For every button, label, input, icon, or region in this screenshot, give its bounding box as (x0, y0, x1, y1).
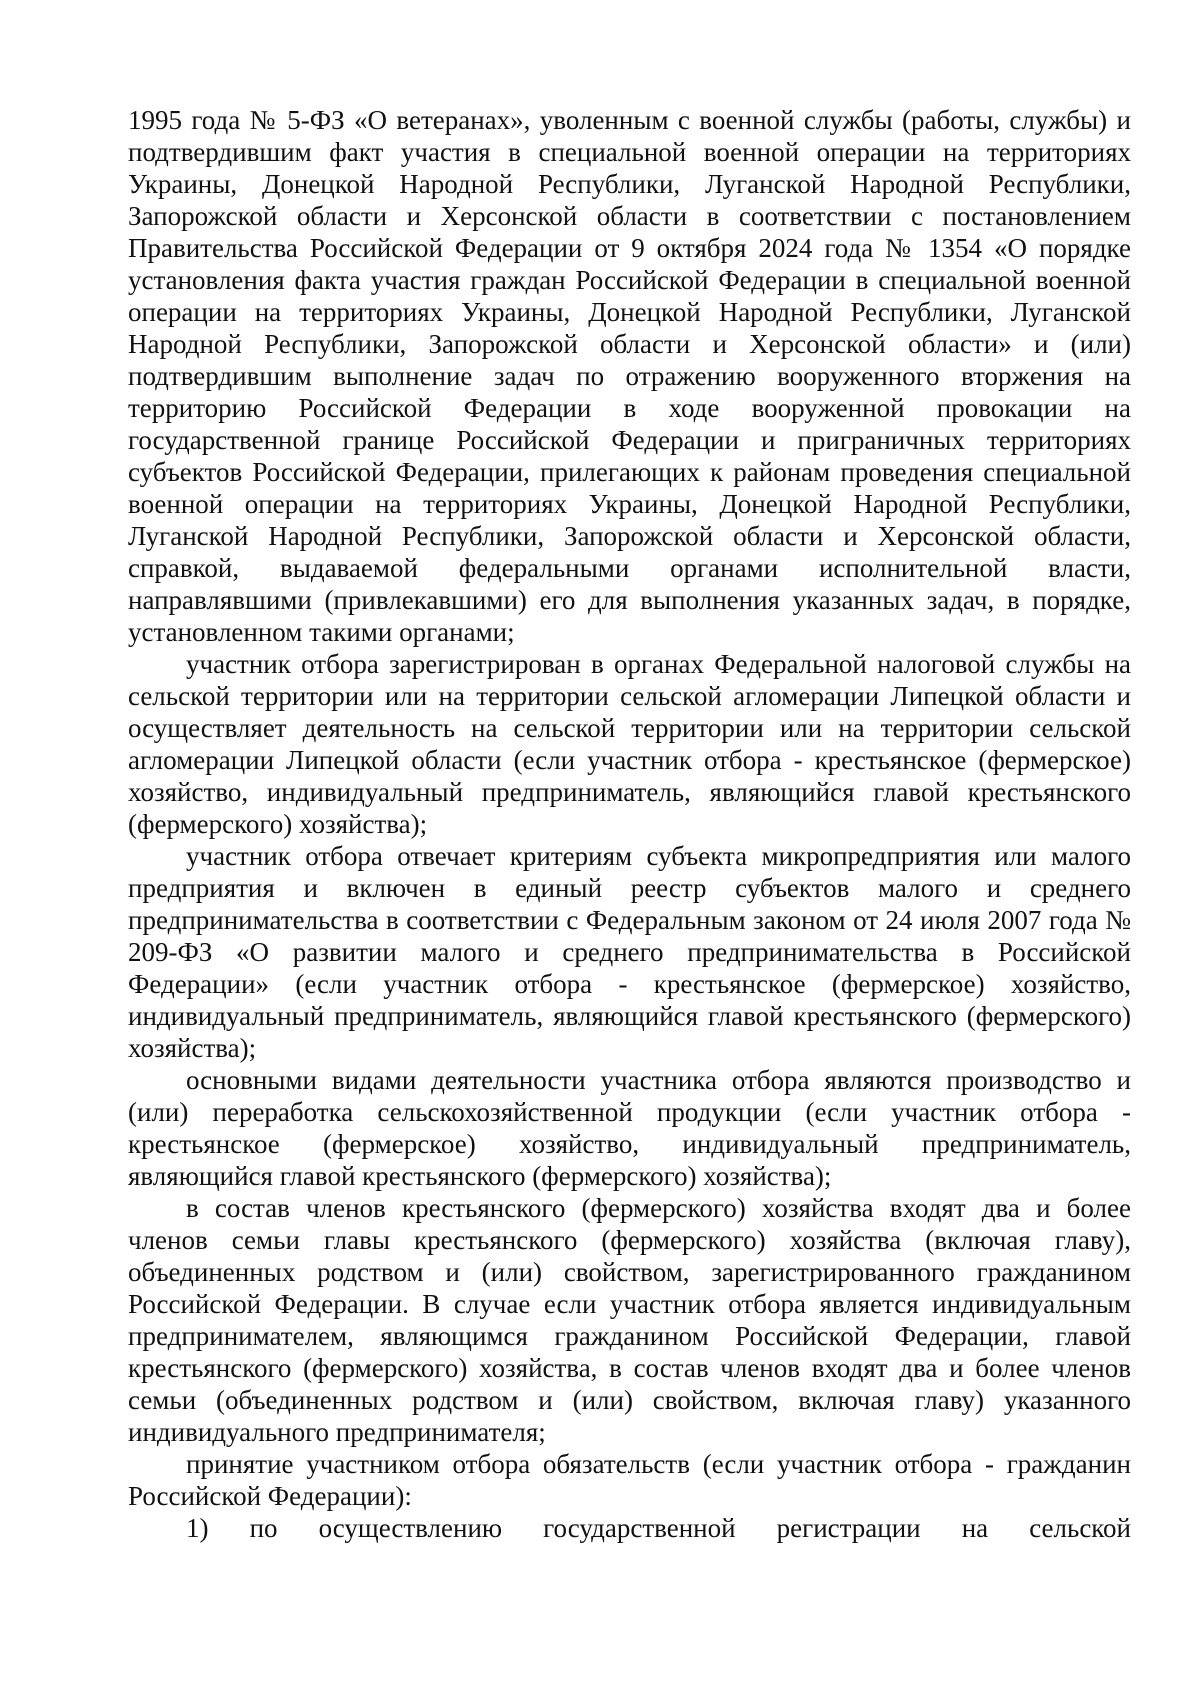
paragraph-main-activities: основными видами деятельности участника отбора являются производство и (или) переработка сельскохозяйственной продукции (если участник отбора - крестьянское (фермерское) хозяйство, индивидуальный предприниматель, являющийся главой крестьянского (фермерского) хозяйства); (128, 1065, 1131, 1191)
paragraph-micro-enterprise-criteria: участник отбора отвечает критериям субъекта микропредприятия или малого предприятия и включен в единый реестр субъектов малого и среднего предпринимательства в соответствии с Федеральным законом от 24 июля 2007 года № 209-ФЗ «О развитии малого и среднего предпринимательства в Российской Федерации» (если участник отбора - крестьянское (фермерское) хозяйство, индивидуальный предприниматель, являющийся главой крестьянского (фермерского) хозяйства); (128, 841, 1131, 1063)
paragraph-farm-members: в состав членов крестьянского (фермерского) хозяйства входят два и более членов семьи главы крестьянского (фермерского) хозяйства (включая главу), объединенных родством и (или) свойством, зарегистрированного гражданином Российской Федерации. В случае если участник отбора является индивидуальным предпринимателем, являющимся гражданином Российской Федерации, главой крестьянского (фермерского) хозяйства, в состав членов входят два и более членов семьи (объединенных родством и (или) свойством, включая главу) указанного индивидуального предпринимателя; (128, 1193, 1131, 1447)
document-page (128, 104, 1131, 1544)
paragraph-obligation-item-1: 1) по осуществлению государственной регистрации на сельской (186, 1513, 1131, 1543)
paragraph-veterans-continuation: 1995 года № 5-ФЗ «О ветеранах», уволенным с военной службы (работы, службы) и подтвердившим факт участия в специальной военной операции на территориях Украины, Донецкой Народной Республики, Луганской Народной Республики, Запорожской области и Херсонской области в соответствии с постановлением Правительства Российской Федерации от 9 октября 2024 года № 1354 «О порядке установления факта участия граждан Российской Федерации в специальной военной операции на территориях Украины, Донецкой Народной Республики, Луганской Народной Республики, Запорожской области и Херсонской области» и (или) подтвердившим выполнение задач по отражению вооруженного вторжения на территорию Российской Федерации в ходе вооруженной провокации на государственной границе Российской Федерации и приграничных территориях субъектов Российской Федерации, прилегающих к районам проведения специальной военной операции на территориях Украины, Донецкой Народной Республики, Луганской Народной Республики, Запорожской области и Херсонской области, справкой, выдаваемой федеральными органами исполнительной власти, направлявшими (привлекавшими) его для выполнения указанных задач, в порядке, установленном такими органами; (128, 105, 1131, 647)
paragraph-tax-registration: участник отбора зарегистрирован в органах Федеральной налоговой службы на сельской территории или на территории сельской агломерации Липецкой области и осуществляет деятельность на сельской территории или на территории сельской агломерации Липецкой области (если участник отбора - крестьянское (фермерское) хозяйство, индивидуальный предприниматель, являющийся главой крестьянского (фермерского) хозяйства); (128, 649, 1131, 839)
paragraph-obligations: принятие участником отбора обязательств (если участник отбора - гражданин Российской Федерации): (128, 1449, 1131, 1511)
